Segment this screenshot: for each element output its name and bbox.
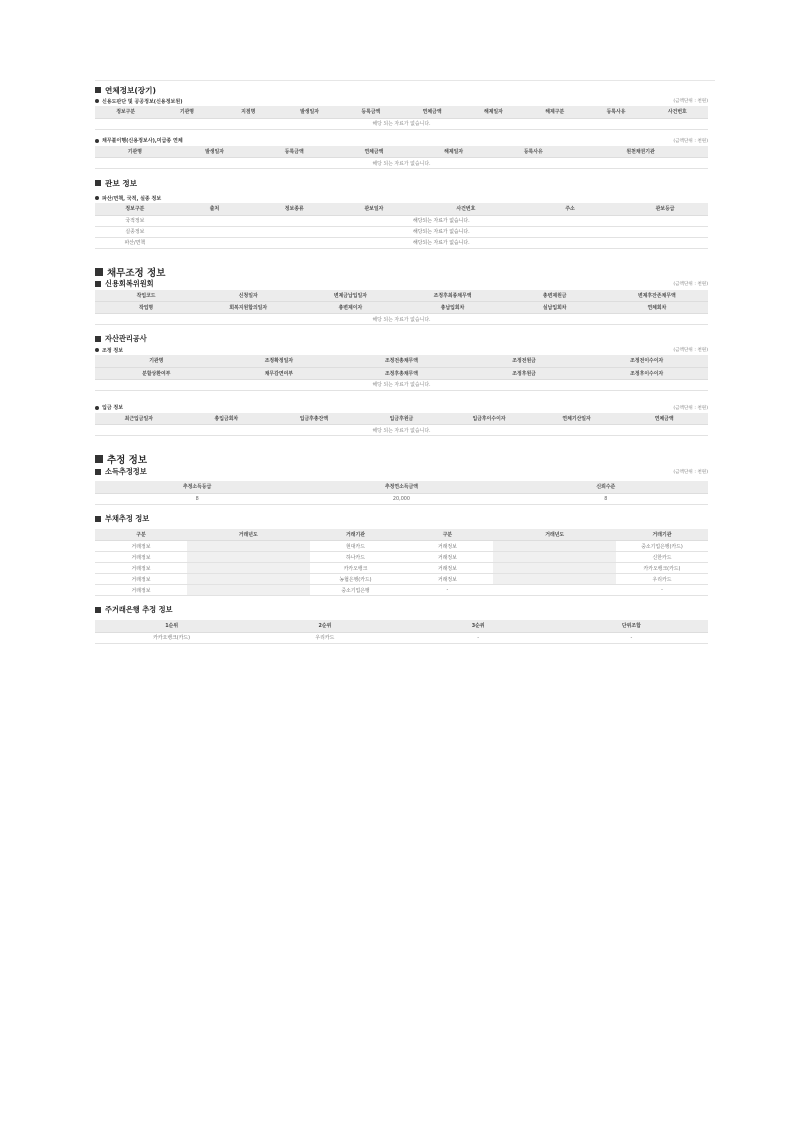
payment-table: 최근입금일자 총입금회차 입금후총잔액 입금후원금 입금후이수이자 연체기산일자 연체금액 해당 되는 자료가 없습니다. [95, 413, 708, 437]
main-bank-table: 1순위 2순위 3순위 단위조합 카카오뱅크(카드) 우리카드 - - [95, 620, 708, 644]
sub-credit-recovery: 신용회복위원회 (금액단위 : 천원) [95, 279, 708, 290]
credit-recovery-table: 작업코드 신청일자 변제금납입일자 조정후최종채무액 총변제원금 변제후잔존채무액 작업명 회복지원합의일자 총변제이자 총납입회차 실납입회차 연체회차 해당 되는 자료가 없습니다. [95, 290, 708, 326]
table-row: 파산/면책 해당되는 자료가 없습니다. [95, 237, 708, 248]
empty-message: 해당 되는 자료가 없습니다. [95, 158, 708, 169]
empty-message: 해당 되는 자료가 없습니다. [95, 314, 708, 325]
sub-bankruptcy-info: 파산/면책, 국적, 실종 정보 [95, 193, 708, 203]
section-gazette-title: 관보 정보 [95, 177, 708, 189]
square-bullet-icon [95, 469, 101, 475]
square-bullet-icon [95, 336, 101, 342]
section-estimate-title: 추정 정보 [95, 452, 708, 466]
square-bullet-icon [95, 516, 101, 522]
section-delinquency-title: 연체정보(장기) [95, 84, 708, 96]
sub-payment-info: 입금 정보 (금액단위 : 천원) [95, 403, 708, 413]
table-row: 8 20,000 8 [95, 493, 708, 504]
square-bullet-icon [95, 87, 101, 93]
section-debt-adjustment-title: 채무조정 정보 [95, 265, 708, 279]
income-estimate-table: 추정소득등급 추정연소득금액 신뢰수준 8 20,000 8 [95, 481, 708, 505]
delinquency-table: 정보구분 기관명 지점명 발생일자 등록금액 연체금액 해제일자 해제구분 등록사유 사건번호 해당 되는 자료가 없습니다. [95, 106, 708, 130]
default-table: 기관명 발생일자 등록금액 연체금액 해제일자 등록사유 원천채권기관 해당 되는 자료가 없습니다. [95, 146, 708, 170]
redacted-cell [187, 552, 310, 563]
bullet-dot-icon [95, 99, 99, 103]
sub-adjustment-info: 조정 정보 (금액단위 : 천원) [95, 345, 708, 355]
empty-message: 해당 되는 자료가 없습니다. [95, 379, 708, 390]
table-row: 카카오뱅크(카드) 우리카드 - - [95, 632, 708, 643]
square-bullet-icon [95, 180, 101, 186]
gazette-table: 정보구분 출처 정보종류 관보일자 사건번호 주소 관보등급 국적정보 해당되는 자료가 없습니다. 실종정보 해당되는 자료가 없습니다. 파산/면책 해당되는 자료가 없습니다. [95, 203, 708, 249]
sub-debt-estimate-title: 부채추정 정보 [95, 513, 708, 525]
table-row: 국적정보 해당되는 자료가 없습니다. [95, 215, 708, 226]
empty-message: 해당 되는 자료가 없습니다. [95, 425, 708, 436]
table-row: 거래정보 현대카드 거래정보 중소기업은행(카드) [95, 541, 708, 552]
bullet-dot-icon [95, 348, 99, 352]
redacted-cell [493, 574, 616, 585]
redacted-cell [493, 552, 616, 563]
sub-default-info: 채무불이행(신용정보사),미급종 연체 (금액단위 : 천원) [95, 136, 708, 146]
sub-kamco-title: 자산관리공사 [95, 333, 708, 345]
redacted-cell [493, 563, 616, 574]
debt-estimate-table: 구분 거래년도 거래기관 구분 거래년도 거래기관 거래정보 현대카드 거래정보 중소기업은행(카드) 거래정보 하나카드 거래정보 신한카드 거래정보 카카오뱅크 거래정보 카카오뱅크(카드) 거래정보 농협은행(카드) 거래정보 우리카드 거래정보 중소기업은행 - - [95, 529, 708, 597]
square-bullet-icon [95, 455, 103, 463]
sub-main-bank-title: 주거래은행 추정 정보 [95, 604, 708, 616]
redacted-cell [187, 585, 310, 596]
adjustment-table: 기관명 조정확정일자 조정전총채무액 조정전원금 조정전이수이자 분할상환여부 채무감면여부 조정후총채무액 조정후원금 조정후이수이자 해당 되는 자료가 없습니다. [95, 355, 708, 391]
bullet-dot-icon [95, 196, 99, 200]
table-row: 거래정보 농협은행(카드) 거래정보 우리카드 [95, 574, 708, 585]
square-bullet-icon [95, 607, 101, 613]
table-row: 거래정보 중소기업은행 - - [95, 585, 708, 596]
redacted-cell [187, 563, 310, 574]
table-row: 거래정보 하나카드 거래정보 신한카드 [95, 552, 708, 563]
redacted-cell [187, 541, 310, 552]
bullet-dot-icon [95, 406, 99, 410]
report-page [95, 80, 708, 644]
redacted-cell [187, 574, 310, 585]
sub-income-estimate: 소득추정정보 (금액단위 : 천원) [95, 466, 708, 477]
redacted-cell [493, 541, 616, 552]
square-bullet-icon [95, 281, 101, 287]
bullet-dot-icon [95, 139, 99, 143]
empty-message: 해당 되는 자료가 없습니다. [95, 118, 708, 129]
table-row: 거래정보 카카오뱅크 거래정보 카카오뱅크(카드) [95, 563, 708, 574]
square-bullet-icon [95, 268, 103, 276]
sub-credit-public-info: 신용도판단 및 공공정보(신용정보원) (금액단위 : 천원) [95, 96, 708, 106]
table-row: 실종정보 해당되는 자료가 없습니다. [95, 226, 708, 237]
